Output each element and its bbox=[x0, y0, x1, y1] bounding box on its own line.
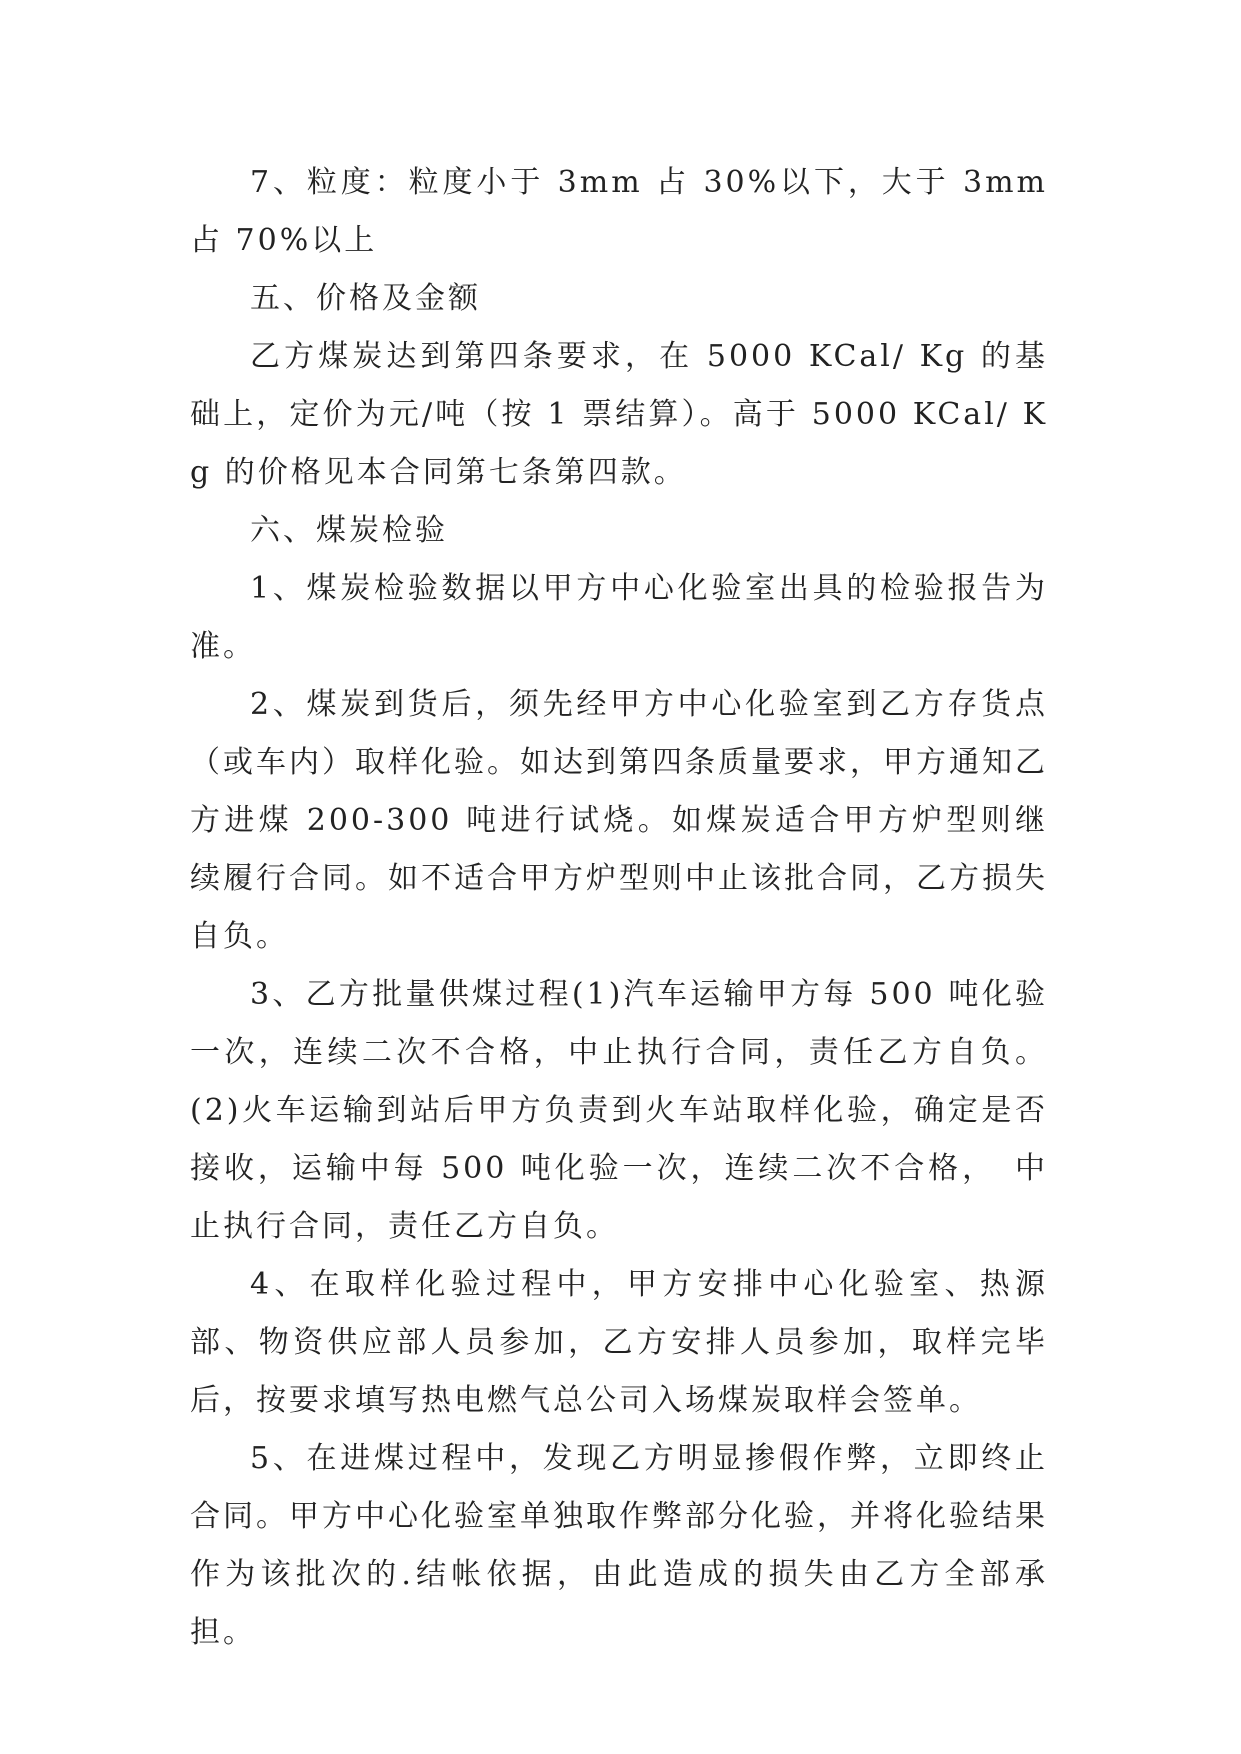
paragraph-inspection-1: 1、煤炭检验数据以甲方中心化验室出具的检验报告为准。 bbox=[190, 571, 1048, 664]
paragraph-inspection-4: 4、在取样化验过程中，甲方安排中心化验室、热源部、物资供应部人员参加，乙方安排人员参加，取样完毕后，按要求填写热电燃气总公司入场煤炭取样会签单。 bbox=[190, 1267, 1048, 1418]
section-heading-price: 五、价格及金额 bbox=[250, 281, 481, 316]
paragraph-inspection-2: 2、煤炭到货后，须先经甲方中心化验室到乙方存货点（或车内）取样化验。如达到第四条质量要求，甲方通知乙方进煤 200-300 吨进行试烧。如煤炭适合甲方炉型则继续履行合同。如不适合甲方炉型则中止该批合同，乙方损失自负。 bbox=[190, 687, 1048, 954]
paragraph-granularity: 7、粒度：粒度小于 3mm 占 30%以下，大于 3mm 占 70%以上 bbox=[190, 165, 1048, 258]
paragraph-price: 乙方煤炭达到第四条要求，在 5000 KCal/ Kg 的基础上，定价为元/吨（按 1 票结算）。高于 5000 KCal/ Kg 的价格见本合同第七条第四款。 bbox=[190, 339, 1048, 490]
section-heading-inspection: 六、煤炭检验 bbox=[250, 513, 448, 548]
document-body bbox=[190, 154, 1048, 1662]
paragraph-inspection-5: 5、在进煤过程中，发现乙方明显掺假作弊，立即终止合同。甲方中心化验室单独取作弊部分化验，并将化验结果作为该批次的.结帐依据，由此造成的损失由乙方全部承担。 bbox=[190, 1441, 1048, 1650]
paragraph-inspection-3: 3、乙方批量供煤过程(1)汽车运输甲方每 500 吨化验一次，连续二次不合格，中止执行合同，责任乙方自负。(2)火车运输到站后甲方负责到火车站取样化验，确定是否接收，运输中每 500 吨化验一次，连续二次不合格， 中止执行合同，责任乙方自负。 bbox=[190, 977, 1048, 1244]
